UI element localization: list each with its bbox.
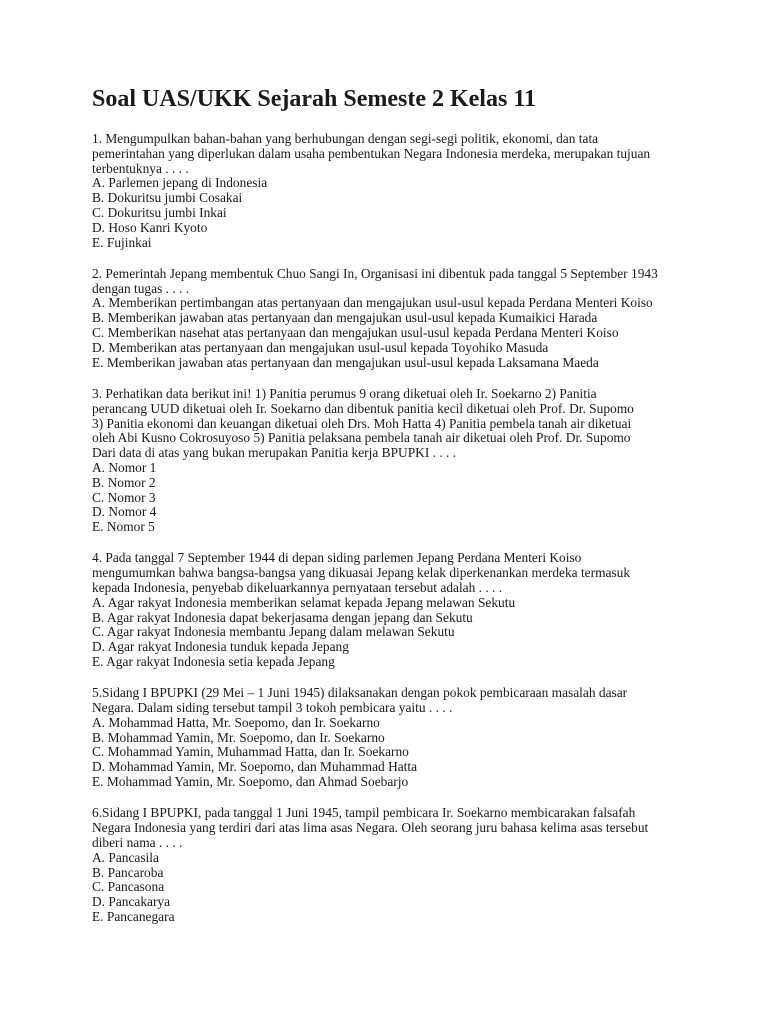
question-text: Dari data di atas yang bukan merupakan Panitia kerja BPUPKI . . . .: [92, 445, 457, 461]
answer-option: B. Mohammad Yamin, Mr. Soepomo, dan Ir. Soekarno: [92, 729, 385, 745]
answer-option: A. Agar rakyat Indonesia memberikan selamat kepada Jepang melawan Sekutu: [92, 594, 516, 610]
question-text: 3. Perhatikan data berikut ini! 1) Panitia perumus 9 orang diketuai oleh Ir. Soekarno 2) Panitia: [92, 385, 597, 401]
answer-option: C. Agar rakyat Indonesia membantu Jepang dalam melawan Sekutu: [92, 624, 455, 640]
question-text: pemerintahan yang diperlukan dalam usaha pembentukan Negara Indonesia merdeka, merupakan tujuan: [92, 145, 651, 161]
answer-option: B. Pancaroba: [92, 864, 164, 880]
question-3: [92, 387, 682, 535]
question-text: perancang UUD diketuai oleh Ir. Soekarno dan dibentuk panitia kecil diketuai oleh Prof. Dr. Supomo: [92, 400, 634, 416]
question-text: 3) Panitia ekonomi dan keuangan diketuai oleh Drs. Moh Hatta 4) Panitia pembela tanah air diketuai: [92, 415, 632, 431]
answer-option: B. Agar rakyat Indonesia dapat bekerjasama dengan jepang dan Sekutu: [92, 609, 473, 625]
question-text: dengan tugas . . . .: [92, 280, 190, 296]
page-title: Soal UAS/UKK Sejarah Semeste 2 Kelas 11: [92, 86, 536, 112]
answer-option: E. Memberikan jawaban atas pertanyaan dan mengajukan usul-usul kepada Laksamana Maeda: [92, 354, 599, 370]
question-text: Negara. Dalam siding tersebut tampil 3 tokoh pembicara yaitu . . . .: [92, 700, 453, 716]
question-text: oleh Abi Kusno Cokrosuyoso 5) Panitia pelaksana pembela tanah air diketuai oleh Prof. Dr. Supomo: [92, 430, 631, 446]
question-text: 6.Sidang I BPUPKI, pada tanggal 1 Juni 1945, tampil pembicara Ir. Soekarno membicarakan falsafah: [92, 805, 636, 821]
answer-option: E. Fujinkai: [92, 234, 152, 250]
question-text: 2. Pemerintah Jepang membentuk Chuo Sangi In, Organisasi ini dibentuk pada tanggal 5 September 1943: [92, 265, 658, 281]
question-text: Negara Indonesia yang terdiri dari atas lima asas Negara. Oleh seorang juru bahasa kelima asas tersebut: [92, 820, 649, 836]
answer-option: B. Dokuritsu jumbi Cosakai: [92, 190, 243, 206]
answer-option: D. Hoso Kanri Kyoto: [92, 219, 208, 235]
answer-option: D. Agar rakyat Indonesia tunduk kepada Jepang: [92, 639, 349, 655]
question-text: diberi nama . . . .: [92, 834, 183, 850]
answer-option: A. Mohammad Hatta, Mr. Soepomo, dan Ir. Soekarno: [92, 714, 380, 730]
question-text: terbentuknya . . . .: [92, 160, 189, 176]
question-text: kepada Indonesia, penyebab dikeluarkannya pernyataan tersebut adalah . . . .: [92, 580, 503, 596]
document-page: [92, 84, 682, 941]
answer-option: A. Memberikan pertimbangan atas pertanyaan dan mengajukan usul-usul kepada Perdana Menteri Koiso: [92, 295, 653, 311]
answer-option: E. Nomor 5: [92, 519, 155, 535]
answer-option: E. Agar rakyat Indonesia setia kepada Jepang: [92, 654, 335, 669]
answer-option: A. Nomor 1: [92, 459, 157, 475]
answer-option: C. Pancasona: [92, 879, 165, 895]
question-list: [92, 132, 682, 925]
answer-option: C. Nomor 3: [92, 489, 156, 505]
answer-option: E. Pancanegara: [92, 908, 175, 924]
question-1: [92, 132, 682, 250]
answer-option: C. Memberikan nasehat atas pertanyaan dan mengajukan usul-usul kepada Perdana Menteri Koiso: [92, 325, 619, 341]
answer-option: B. Memberikan jawaban atas pertanyaan dan mengajukan usul-usul kepada Kumaikici Harada: [92, 310, 598, 326]
answer-option: D. Pancakarya: [92, 894, 171, 910]
question-text: 5.Sidang I BPUPKI (29 Mei – 1 Juni 1945) dilaksanakan dengan pokok pembicaraan masalah dasar: [92, 685, 628, 701]
question-text: mengumumkan bahwa bangsa-bangsa yang dikuasai Jepang kelak diperkenankan merdeka termasuk: [92, 565, 631, 581]
answer-option: C. Dokuritsu jumbi Inkai: [92, 204, 227, 220]
answer-option: B. Nomor 2: [92, 474, 156, 490]
question-2: [92, 267, 682, 371]
answer-option: C. Mohammad Yamin, Muhammad Hatta, dan Ir. Soekarno: [92, 744, 409, 760]
answer-option: D. Nomor 4: [92, 504, 157, 520]
answer-option: A. Pancasila: [92, 849, 159, 865]
answer-option: E. Mohammad Yamin, Mr. Soepomo, dan Ahmad Soebarjo: [92, 774, 409, 790]
question-6: [92, 806, 682, 924]
question-text: 4. Pada tanggal 7 September 1944 di depan siding parlemen Jepang Perdana Menteri Koiso: [92, 550, 582, 566]
question-text: 1. Mengumpulkan bahan-bahan yang berhubungan dengan segi-segi politik, ekonomi, dan tata: [92, 131, 599, 146]
question-4: [92, 551, 682, 669]
answer-option: D. Memberikan atas pertanyaan dan mengajukan usul-usul kepada Toyohiko Masuda: [92, 339, 549, 355]
answer-option: D. Mohammad Yamin, Mr. Soepomo, dan Muhammad Hatta: [92, 759, 418, 775]
question-5: [92, 686, 682, 790]
answer-option: A. Parlemen jepang di Indonesia: [92, 175, 268, 191]
